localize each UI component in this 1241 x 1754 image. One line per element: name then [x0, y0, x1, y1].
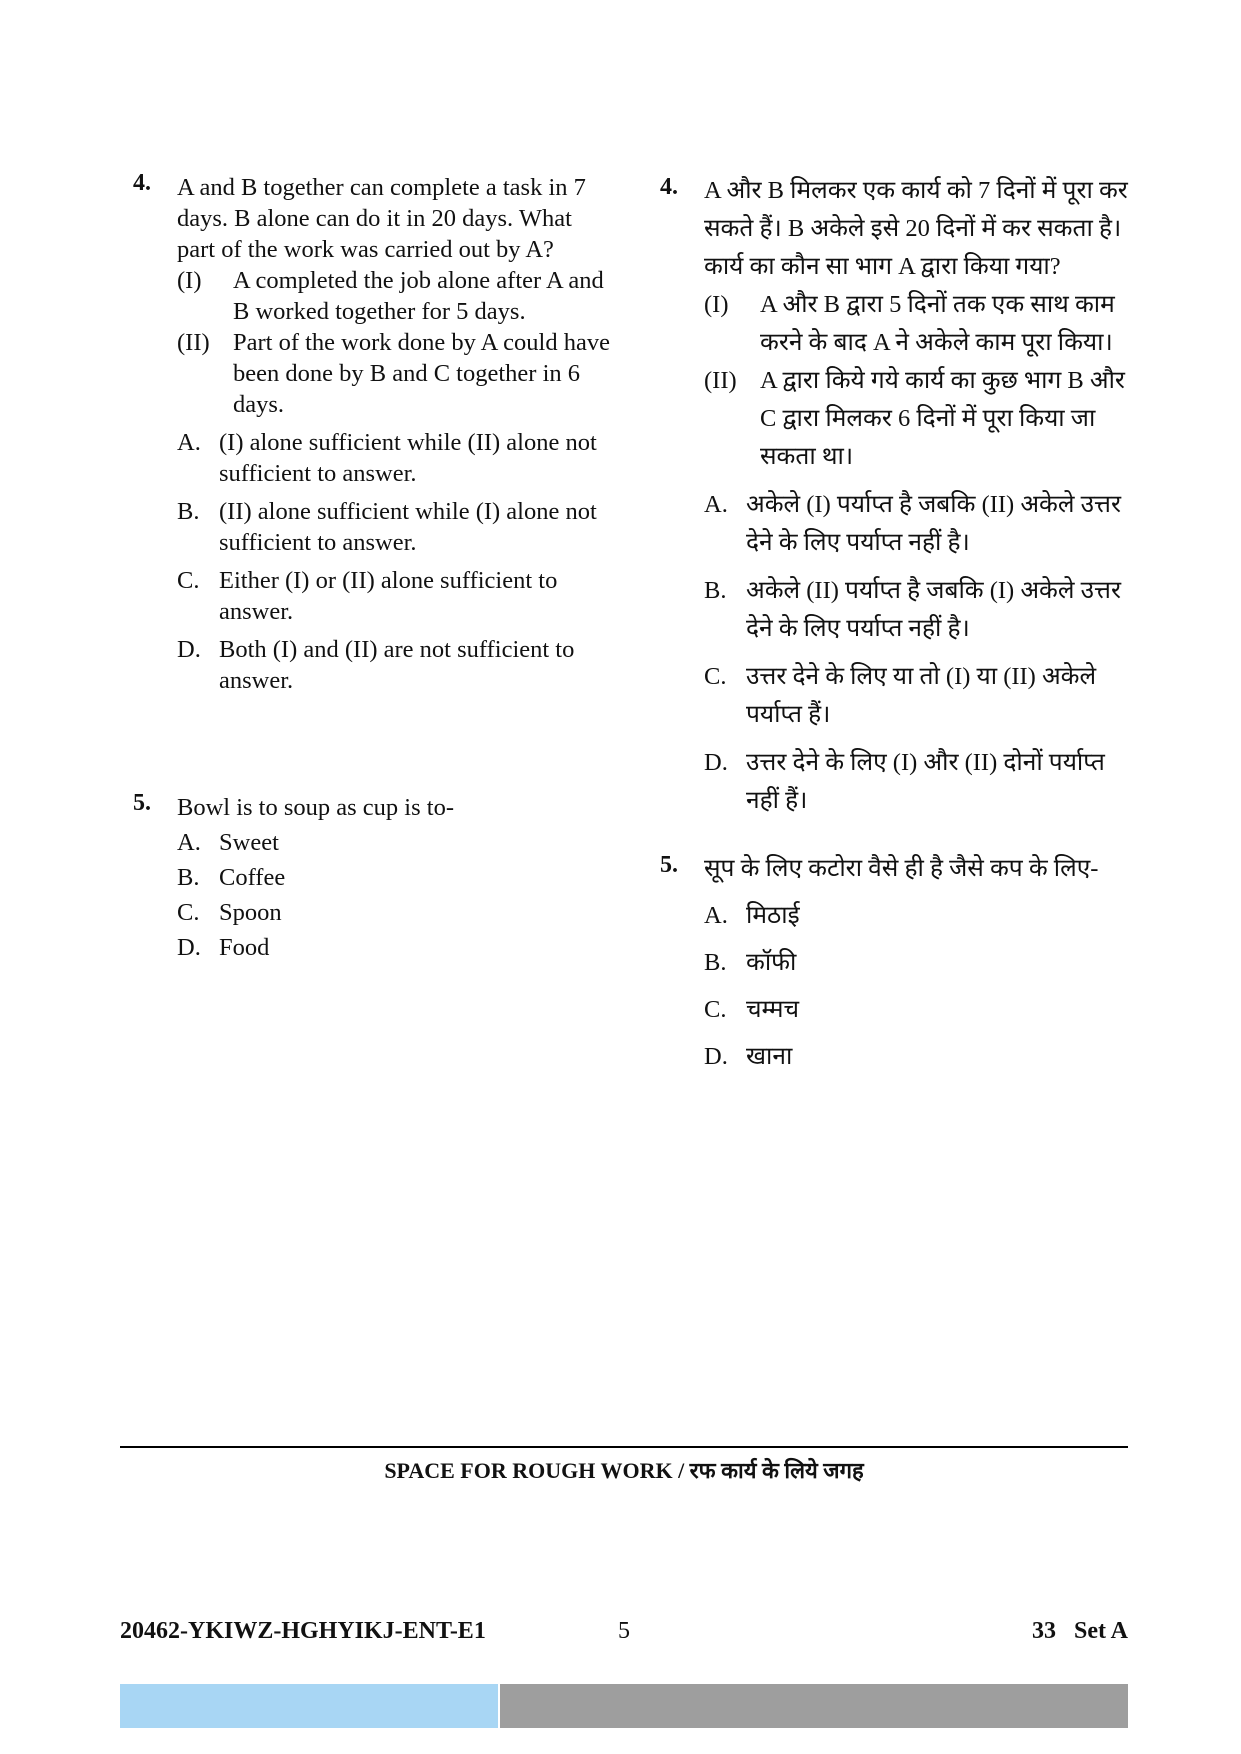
option-text: चम्मच	[746, 996, 800, 1023]
option-label: B.	[177, 498, 200, 525]
option-a	[704, 486, 1130, 562]
option-label: C.	[704, 663, 727, 690]
option-label: C.	[177, 899, 200, 926]
option-b	[704, 572, 1130, 648]
option-text: Either (I) or (II) alone sufficient to answer.	[219, 567, 558, 625]
option-text: Sweet	[219, 829, 279, 856]
statement-label: (I)	[177, 267, 202, 294]
option-text: उत्तर देने के लिए (I) और (II) दोनों पर्याप्त नहीं हैं।	[746, 749, 1105, 814]
question-4-en	[133, 172, 613, 696]
option-text: (II) alone sufficient while (I) alone not sufficient to answer.	[219, 498, 597, 556]
option-label: C.	[704, 996, 727, 1023]
option-text: Both (I) and (II) are not sufficient to answer.	[219, 636, 575, 694]
option-d	[704, 1038, 1130, 1076]
option-d	[704, 744, 1130, 820]
option-text: (I) alone sufficient while (II) alone not sufficient to answer.	[219, 429, 597, 487]
question-number: 4.	[133, 170, 151, 196]
statement-text: A द्वारा किये गये कार्य का कुछ भाग B और C द्वारा मिलकर 6 दिनों में पूरा किया जा सकता था।	[760, 367, 1125, 470]
option-text: उत्तर देने के लिए या तो (I) या (II) अकेले पर्याप्त हैं।	[746, 663, 1097, 728]
question-number: 5.	[133, 790, 151, 816]
option-label: D.	[177, 636, 201, 663]
statement-1	[177, 265, 613, 327]
rough-work-divider	[120, 1446, 1128, 1448]
option-label: D.	[704, 749, 728, 776]
statement-1	[704, 286, 1130, 362]
statement-text: Part of the work done by A could have been done by B and C together in 6 days.	[233, 329, 610, 418]
option-d	[177, 634, 613, 696]
option-text: मिठाई	[746, 902, 800, 929]
option-c	[177, 565, 613, 627]
option-label: B.	[177, 864, 200, 891]
rough-work-heading: SPACE FOR ROUGH WORK / रफ कार्य के लिये जगह	[384, 1458, 864, 1483]
paper-code: 20462-YKIWZ-HGHYIKJ-ENT-E1	[120, 1618, 486, 1644]
option-d	[177, 932, 613, 963]
question-text: Bowl is to soup as cup is to-	[177, 794, 454, 821]
statement-2	[704, 362, 1130, 476]
statement-text: A completed the job alone after A and B worked together for 5 days.	[233, 267, 604, 325]
option-a	[177, 427, 613, 489]
english-column	[133, 172, 613, 963]
statement-label: (II)	[704, 367, 737, 394]
option-text: अकेले (II) पर्याप्त है जबकि (I) अकेले उत्तर देने के लिए पर्याप्त नहीं है।	[746, 577, 1121, 642]
option-label: B.	[704, 949, 727, 976]
option-text: Food	[219, 934, 270, 961]
question-text: A और B मिलकर एक कार्य को 7 दिनों में पूरा कर सकते हैं। B अकेले इसे 20 दिनों में कर सकता है। कार्य का कौन सा भाग A द्वारा किया गया?	[704, 177, 1128, 280]
question-text: सूप के लिए कटोरा वैसे ही है जैसे कप के लिए-	[704, 855, 1099, 882]
question-4-hi	[660, 172, 1130, 820]
question-text: A and B together can complete a task in 7 days. B alone can do it in 20 days. What part of the work was carried out by A?	[177, 174, 586, 263]
option-text: Coffee	[219, 864, 286, 891]
option-text: Spoon	[219, 899, 282, 926]
option-label: D.	[177, 934, 201, 961]
question-number: 4.	[660, 174, 678, 200]
option-label: B.	[704, 577, 727, 604]
option-b	[704, 944, 1130, 982]
statement-label: (II)	[177, 329, 210, 356]
option-b	[177, 862, 613, 893]
option-b	[177, 496, 613, 558]
option-label: A.	[177, 829, 201, 856]
statement-text: A और B द्वारा 5 दिनों तक एक साथ काम करने के बाद A ने अकेले काम पूरा किया।	[760, 291, 1115, 356]
option-label: A.	[704, 491, 728, 518]
statement-2	[177, 327, 613, 420]
statement-label: (I)	[704, 291, 729, 318]
question-number: 5.	[660, 852, 678, 878]
option-label: D.	[704, 1043, 728, 1070]
option-a	[704, 897, 1130, 935]
option-c	[177, 897, 613, 928]
option-a	[177, 827, 613, 858]
question-5-hi	[660, 850, 1130, 1076]
option-label: A.	[704, 902, 728, 929]
hindi-column	[660, 172, 1130, 1076]
option-text: खाना	[746, 1043, 793, 1070]
set-label: 33 Set A	[1032, 1618, 1128, 1644]
option-text: अकेले (I) पर्याप्त है जबकि (II) अकेले उत्तर देने के लिए पर्याप्त नहीं है।	[746, 491, 1121, 556]
page-number: 5	[618, 1618, 630, 1644]
option-c	[704, 658, 1130, 734]
option-label: C.	[177, 567, 200, 594]
footer-bar-gray	[500, 1684, 1128, 1728]
option-text: कॉफी	[746, 949, 797, 976]
footer-bar-blue	[120, 1684, 498, 1728]
question-5-en	[133, 792, 613, 963]
option-label: A.	[177, 429, 201, 456]
option-c	[704, 991, 1130, 1029]
